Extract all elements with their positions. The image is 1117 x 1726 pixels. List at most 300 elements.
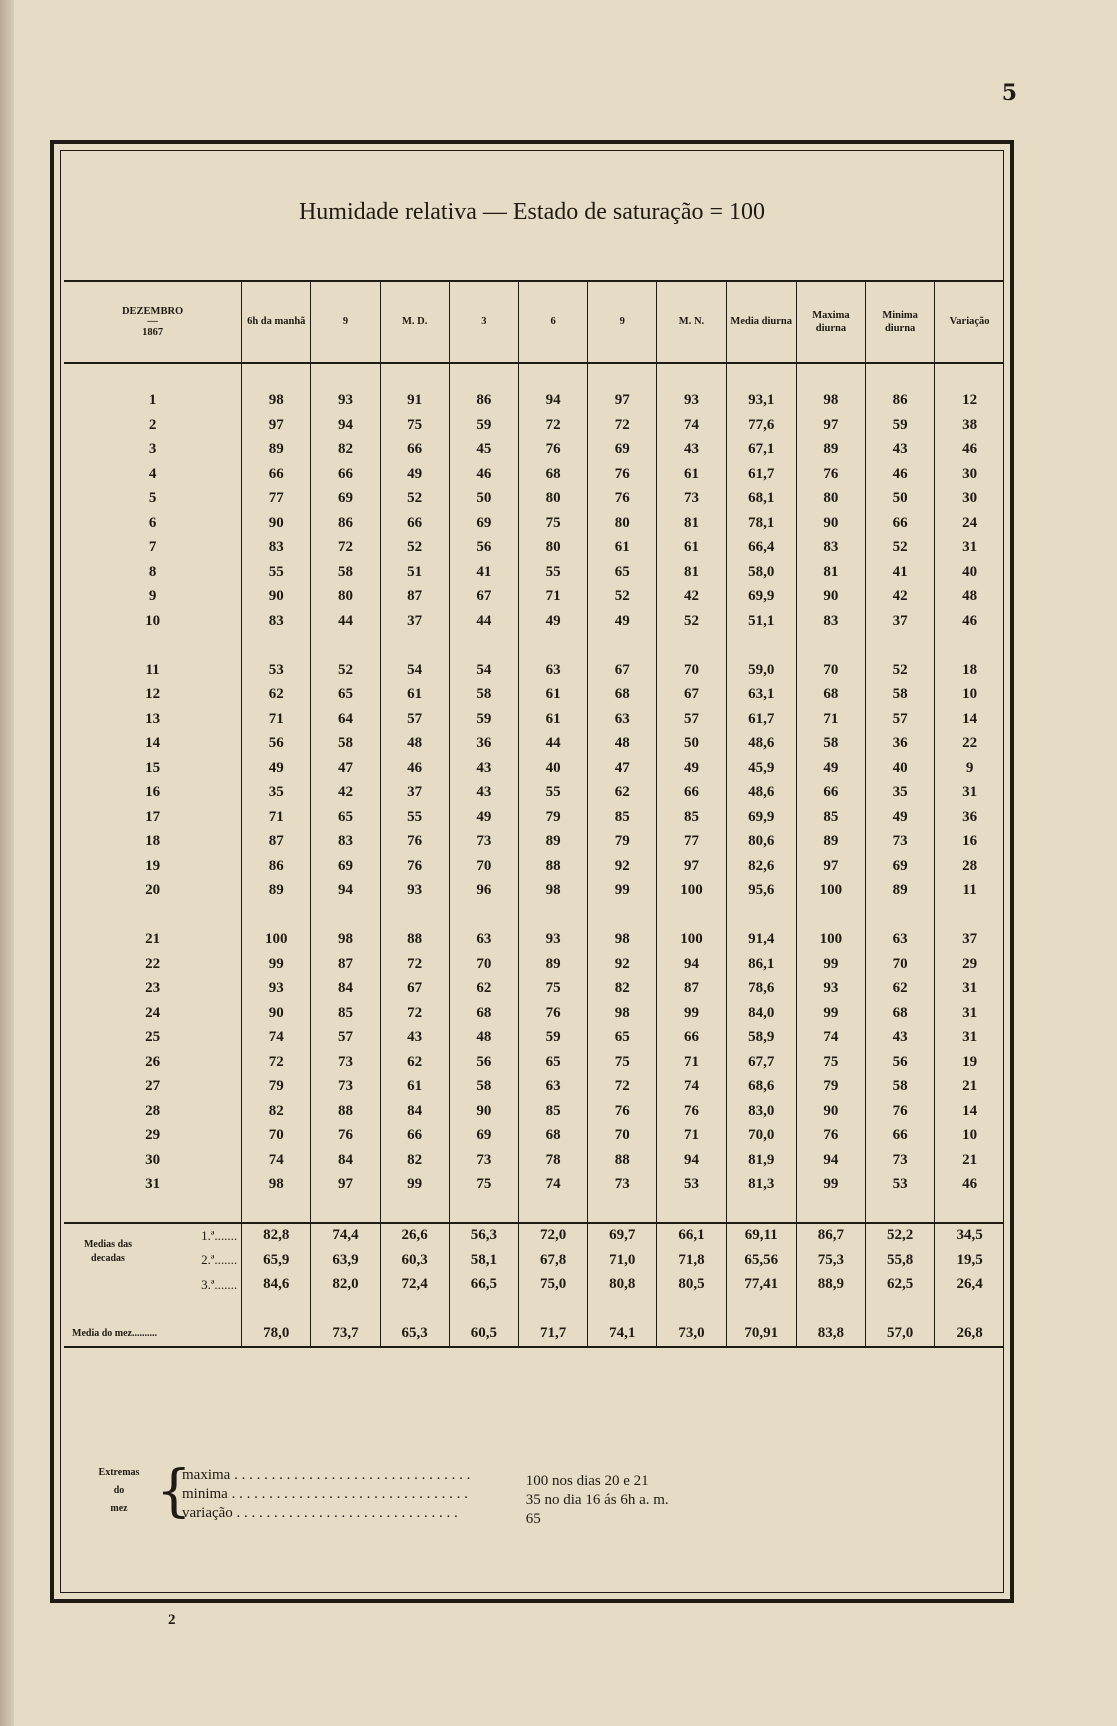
decade-mean-row [64,1223,1004,1249]
value-cell: 92 [588,952,657,977]
value-cell: 98 [796,389,865,414]
spacer-cell [449,1297,518,1322]
value-cell: 88 [380,928,449,953]
value-cell: 89 [796,830,865,855]
value-cell: 81 [657,560,726,585]
spacer-row [64,363,1004,389]
value-cell: 67 [449,585,518,610]
spacer-cell [657,1297,726,1322]
value-cell: 68 [796,683,865,708]
value-cell: 90 [242,585,311,610]
value-cell: 49 [866,805,935,830]
mean-value-cell: 84,6 [242,1273,311,1298]
spacer-cell [64,903,242,928]
mean-value-cell: 69,7 [588,1223,657,1249]
value-cell: 83 [796,609,865,634]
value-cell: 37 [380,609,449,634]
value-cell: 61 [588,536,657,561]
value-cell: 58 [311,732,380,757]
month-mean-value: 73,0 [657,1322,726,1348]
value-cell: 84 [311,1148,380,1173]
mean-value-cell: 34,5 [935,1223,1004,1249]
value-cell: 46 [380,756,449,781]
month-mean-value: 73,7 [311,1322,380,1348]
value-cell: 74 [242,1148,311,1173]
value-cell: 93 [657,389,726,414]
value-cell: 11 [935,879,1004,904]
day-number-cell: 13 [145,710,161,727]
value-cell: 68 [866,1001,935,1026]
value-cell: 87 [311,952,380,977]
value-cell: 71 [657,1050,726,1075]
value-cell: 61 [657,536,726,561]
value-cell: 72 [588,413,657,438]
header-col: 9 [311,281,380,363]
mean-value-cell: 63,9 [311,1248,380,1273]
value-cell: 58 [866,683,935,708]
month-mean-row [64,1322,1004,1348]
mean-value-cell: 80,8 [588,1273,657,1298]
value-cell: 44 [311,609,380,634]
spacer-cell [311,1197,380,1223]
spacer-cell [866,1297,935,1322]
value-cell: 36 [449,732,518,757]
value-cell: 95,6 [726,879,796,904]
spacer-cell [380,1197,449,1223]
value-cell: 94 [311,879,380,904]
value-cell: 100 [796,928,865,953]
value-cell: 75 [796,1050,865,1075]
mean-value-cell: 62,5 [866,1273,935,1298]
value-cell: 93 [518,928,587,953]
value-cell: 54 [380,658,449,683]
value-cell: 75 [518,511,587,536]
value-cell: 66,4 [726,536,796,561]
day-number-cell: 31 [145,1176,161,1193]
value-cell: 62 [866,977,935,1002]
header-col: M. D. [380,281,449,363]
value-cell: 87 [657,977,726,1002]
value-cell: 35 [866,781,935,806]
table-row [64,1050,1004,1075]
value-cell: 70 [866,952,935,977]
value-cell: 66 [311,462,380,487]
value-cell: 40 [866,756,935,781]
spacer-cell [726,1197,796,1223]
value-cell: 69 [449,1124,518,1149]
value-cell: 12 [935,389,1004,414]
spacer-cell [518,903,587,928]
value-cell: 69 [449,511,518,536]
header-col: 6 [518,281,587,363]
value-cell: 76 [518,438,587,463]
value-cell: 96 [449,879,518,904]
day-number-cell: 6 [148,514,157,531]
spacer-cell [64,1197,242,1223]
value-cell: 52 [588,585,657,610]
value-cell: 69 [311,487,380,512]
value-cell: 46 [935,438,1004,463]
value-cell: 52 [311,658,380,683]
header-year: 1867 [142,327,164,338]
day-number-cell: 1 [148,392,157,409]
header-dash: — [147,316,158,327]
extremes-line-label: maxima . . . . . . . . . . . . . . . . . . . . . . . . . . . . . . . . [182,1467,471,1483]
value-cell: 57 [380,707,449,732]
value-cell: 86 [242,854,311,879]
value-cell: 69 [588,438,657,463]
value-cell: 61 [380,1075,449,1100]
value-cell: 70 [242,1124,311,1149]
value-cell: 10 [935,683,1004,708]
table-row [64,438,1004,463]
value-cell: 70 [449,952,518,977]
value-cell: 63 [866,928,935,953]
value-cell: 67 [380,977,449,1002]
value-cell: 35 [242,781,311,806]
value-cell: 83,0 [726,1099,796,1124]
value-cell: 14 [935,707,1004,732]
value-cell: 63 [518,658,587,683]
value-cell: 61 [518,683,587,708]
mean-value-cell: 66,1 [657,1223,726,1249]
value-cell: 97 [657,854,726,879]
mean-value-cell: 82,0 [311,1273,380,1298]
spacer-cell [796,903,865,928]
spacer-cell [935,1197,1004,1223]
value-cell: 65 [588,560,657,585]
value-cell: 53 [657,1173,726,1198]
value-cell: 91,4 [726,928,796,953]
spacer-row [64,903,1004,928]
value-cell: 72 [588,1075,657,1100]
spacer-cell [242,634,311,659]
day-number-cell: 3 [148,441,157,458]
value-cell: 48 [449,1026,518,1051]
spacer-cell [726,903,796,928]
month-mean-value: 74,1 [588,1322,657,1348]
table-row [64,732,1004,757]
value-cell: 73 [657,487,726,512]
mean-value-cell: 74,4 [311,1223,380,1249]
month-mean-value: 57,0 [866,1322,935,1348]
value-cell: 36 [935,805,1004,830]
day-number-cell: 30 [145,1151,161,1168]
mean-value-cell: 66,5 [449,1273,518,1298]
table-row [64,683,1004,708]
value-cell: 68 [518,1124,587,1149]
value-cell: 93 [242,977,311,1002]
value-cell: 31 [935,781,1004,806]
mean-value-cell: 71,8 [657,1248,726,1273]
spacer-cell [242,1197,311,1223]
value-cell: 82 [311,438,380,463]
value-cell: 38 [935,413,1004,438]
decade-mean-row [64,1273,1004,1298]
extremes-side-label [84,1464,154,1518]
extremes-maxima [182,1466,669,1489]
spacer-cell [588,634,657,659]
value-cell: 82 [380,1148,449,1173]
value-cell: 87 [380,585,449,610]
mean-value-cell: 65,56 [726,1248,796,1273]
month-mean-value: 78,0 [242,1322,311,1348]
value-cell: 43 [657,438,726,463]
table-row [64,536,1004,561]
value-cell: 94 [311,413,380,438]
value-cell: 67 [657,683,726,708]
value-cell: 73 [449,1148,518,1173]
mean-value-cell: 67,8 [518,1248,587,1273]
extremes-line-value: 100 nos dias 20 e 21 [525,1473,649,1489]
value-cell: 43 [449,756,518,781]
spacer-cell [935,363,1004,389]
value-cell: 99 [242,952,311,977]
table-frame [50,140,1014,1603]
mean-value-cell: 72,0 [518,1223,587,1249]
value-cell: 90 [449,1099,518,1124]
value-cell: 94 [518,389,587,414]
value-cell: 69,9 [726,805,796,830]
value-cell: 66 [380,511,449,536]
spacer-cell [311,1297,380,1322]
value-cell: 98 [588,1001,657,1026]
value-cell: 81,3 [726,1173,796,1198]
value-cell: 73 [449,830,518,855]
value-cell: 65 [311,805,380,830]
value-cell: 98 [242,389,311,414]
value-cell: 53 [866,1173,935,1198]
value-cell: 63 [588,707,657,732]
value-cell: 52 [866,658,935,683]
extremes-line-label: variação . . . . . . . . . . . . . . . . . . . . . . . . . . . . . . [182,1505,458,1521]
table-row [64,1075,1004,1100]
day-number-cell: 17 [145,808,161,825]
spacer-cell [657,903,726,928]
day-number-cell: 11 [145,661,160,678]
table-row [64,487,1004,512]
value-cell: 50 [866,487,935,512]
value-cell: 57 [311,1026,380,1051]
value-cell: 100 [242,928,311,953]
value-cell: 63 [518,1075,587,1100]
value-cell: 56 [449,536,518,561]
day-number-cell: 4 [148,465,157,482]
value-cell: 43 [866,1026,935,1051]
mean-value-cell: 77,41 [726,1273,796,1298]
mean-value-cell: 86,7 [796,1223,865,1249]
value-cell: 75 [518,977,587,1002]
page-title: Humidade relativa — Estado de saturação = 100 [298,199,766,225]
spacer-cell [935,903,1004,928]
value-cell: 80 [796,487,865,512]
value-cell: 97 [796,413,865,438]
value-cell: 99 [588,879,657,904]
spacer-cell [449,1197,518,1223]
spacer-cell [518,1197,587,1223]
decade-side-line: Medias das [83,1239,133,1251]
value-cell: 86 [311,511,380,536]
value-cell: 68,6 [726,1075,796,1100]
value-cell: 89 [796,438,865,463]
value-cell: 70 [796,658,865,683]
value-cell: 30 [935,487,1004,512]
value-cell: 97 [588,389,657,414]
month-mean-value: 60,5 [449,1322,518,1348]
spacer-cell [588,363,657,389]
value-cell: 86 [866,389,935,414]
value-cell: 47 [311,756,380,781]
value-cell: 94 [796,1148,865,1173]
value-cell: 46 [935,1173,1004,1198]
value-cell: 43 [866,438,935,463]
value-cell: 67,7 [726,1050,796,1075]
spacer-row [64,1197,1004,1223]
table-row [64,609,1004,634]
value-cell: 80,6 [726,830,796,855]
value-cell: 46 [935,609,1004,634]
mean-value-cell: 60,3 [380,1248,449,1273]
spacer-cell [242,363,311,389]
spacer-cell [311,903,380,928]
value-cell: 84 [311,977,380,1002]
value-cell: 74 [242,1026,311,1051]
spacer-cell [518,363,587,389]
value-cell: 76 [380,854,449,879]
value-cell: 55 [518,560,587,585]
value-cell: 72 [242,1050,311,1075]
decade-mean-row [64,1248,1004,1273]
value-cell: 79 [588,830,657,855]
table-row [64,585,1004,610]
spacer-cell [935,1297,1004,1322]
value-cell: 61 [380,683,449,708]
value-cell: 31 [935,1026,1004,1051]
value-cell: 59,0 [726,658,796,683]
value-cell: 59 [449,413,518,438]
value-cell: 18 [935,658,1004,683]
value-cell: 77 [242,487,311,512]
day-number-cell: 5 [148,490,157,507]
page-number: 5 [1001,80,1017,106]
value-cell: 78,1 [726,511,796,536]
value-cell: 72 [380,952,449,977]
value-cell: 62 [242,683,311,708]
value-cell: 70 [588,1124,657,1149]
spacer-cell [866,363,935,389]
mean-value-cell: 71,0 [588,1248,657,1273]
value-cell: 36 [866,732,935,757]
value-cell: 74 [518,1173,587,1198]
header-month [64,281,242,363]
day-number-cell: 10 [145,612,161,629]
spacer-cell [866,903,935,928]
value-cell: 88 [588,1148,657,1173]
value-cell: 51,1 [726,609,796,634]
value-cell: 70,0 [726,1124,796,1149]
mean-value-cell: 72,4 [380,1273,449,1298]
value-cell: 48 [380,732,449,757]
value-cell: 73 [311,1050,380,1075]
table-row [64,977,1004,1002]
value-cell: 90 [242,1001,311,1026]
value-cell: 10 [935,1124,1004,1149]
value-cell: 59 [518,1026,587,1051]
decade-ordinal: 2.ª....... [201,1252,238,1268]
value-cell: 40 [518,756,587,781]
value-cell: 84 [380,1099,449,1124]
value-cell: 54 [449,658,518,683]
value-cell: 76 [796,1124,865,1149]
value-cell: 76 [518,1001,587,1026]
footer-number: 2 [168,1612,176,1628]
decade-label-cell [64,1239,242,1273]
day-number-cell: 29 [145,1127,161,1144]
header-row [64,281,1004,363]
value-cell: 87 [242,830,311,855]
table-row [64,560,1004,585]
value-cell: 57 [657,707,726,732]
decade-label-cell [64,1273,242,1298]
value-cell: 75 [588,1050,657,1075]
value-cell: 71 [657,1124,726,1149]
spacer-cell [242,1297,311,1322]
value-cell: 48,6 [726,732,796,757]
value-cell: 71 [518,585,587,610]
value-cell: 58 [796,732,865,757]
value-cell: 56 [866,1050,935,1075]
value-cell: 61,7 [726,462,796,487]
value-cell: 69 [866,854,935,879]
value-cell: 93,1 [726,389,796,414]
value-cell: 49 [518,609,587,634]
value-cell: 66 [380,438,449,463]
value-cell: 73 [866,1148,935,1173]
day-number-cell: 28 [145,1102,161,1119]
value-cell: 62 [380,1050,449,1075]
value-cell: 82,6 [726,854,796,879]
value-cell: 98 [311,928,380,953]
value-cell: 90 [242,511,311,536]
table-row [64,389,1004,414]
mean-value-cell: 75,3 [796,1248,865,1273]
value-cell: 85 [518,1099,587,1124]
mean-value-cell: 56,3 [449,1223,518,1249]
value-cell: 89 [518,952,587,977]
value-cell: 76 [866,1099,935,1124]
day-number-cell: 14 [145,735,161,752]
value-cell: 79 [518,805,587,830]
value-cell: 76 [657,1099,726,1124]
value-cell: 71 [242,707,311,732]
value-cell: 76 [796,462,865,487]
value-cell: 81 [657,511,726,536]
value-cell: 31 [935,1001,1004,1026]
value-cell: 67 [588,658,657,683]
value-cell: 65 [518,1050,587,1075]
spacer-cell [726,363,796,389]
table-row [64,462,1004,487]
value-cell: 64 [311,707,380,732]
value-cell: 42 [866,585,935,610]
value-cell: 49 [242,756,311,781]
spacer-cell [311,634,380,659]
value-cell: 59 [866,413,935,438]
spacer-cell [518,1297,587,1322]
value-cell: 52 [657,609,726,634]
spacer-cell [726,1297,796,1322]
mean-value-cell: 55,8 [866,1248,935,1273]
